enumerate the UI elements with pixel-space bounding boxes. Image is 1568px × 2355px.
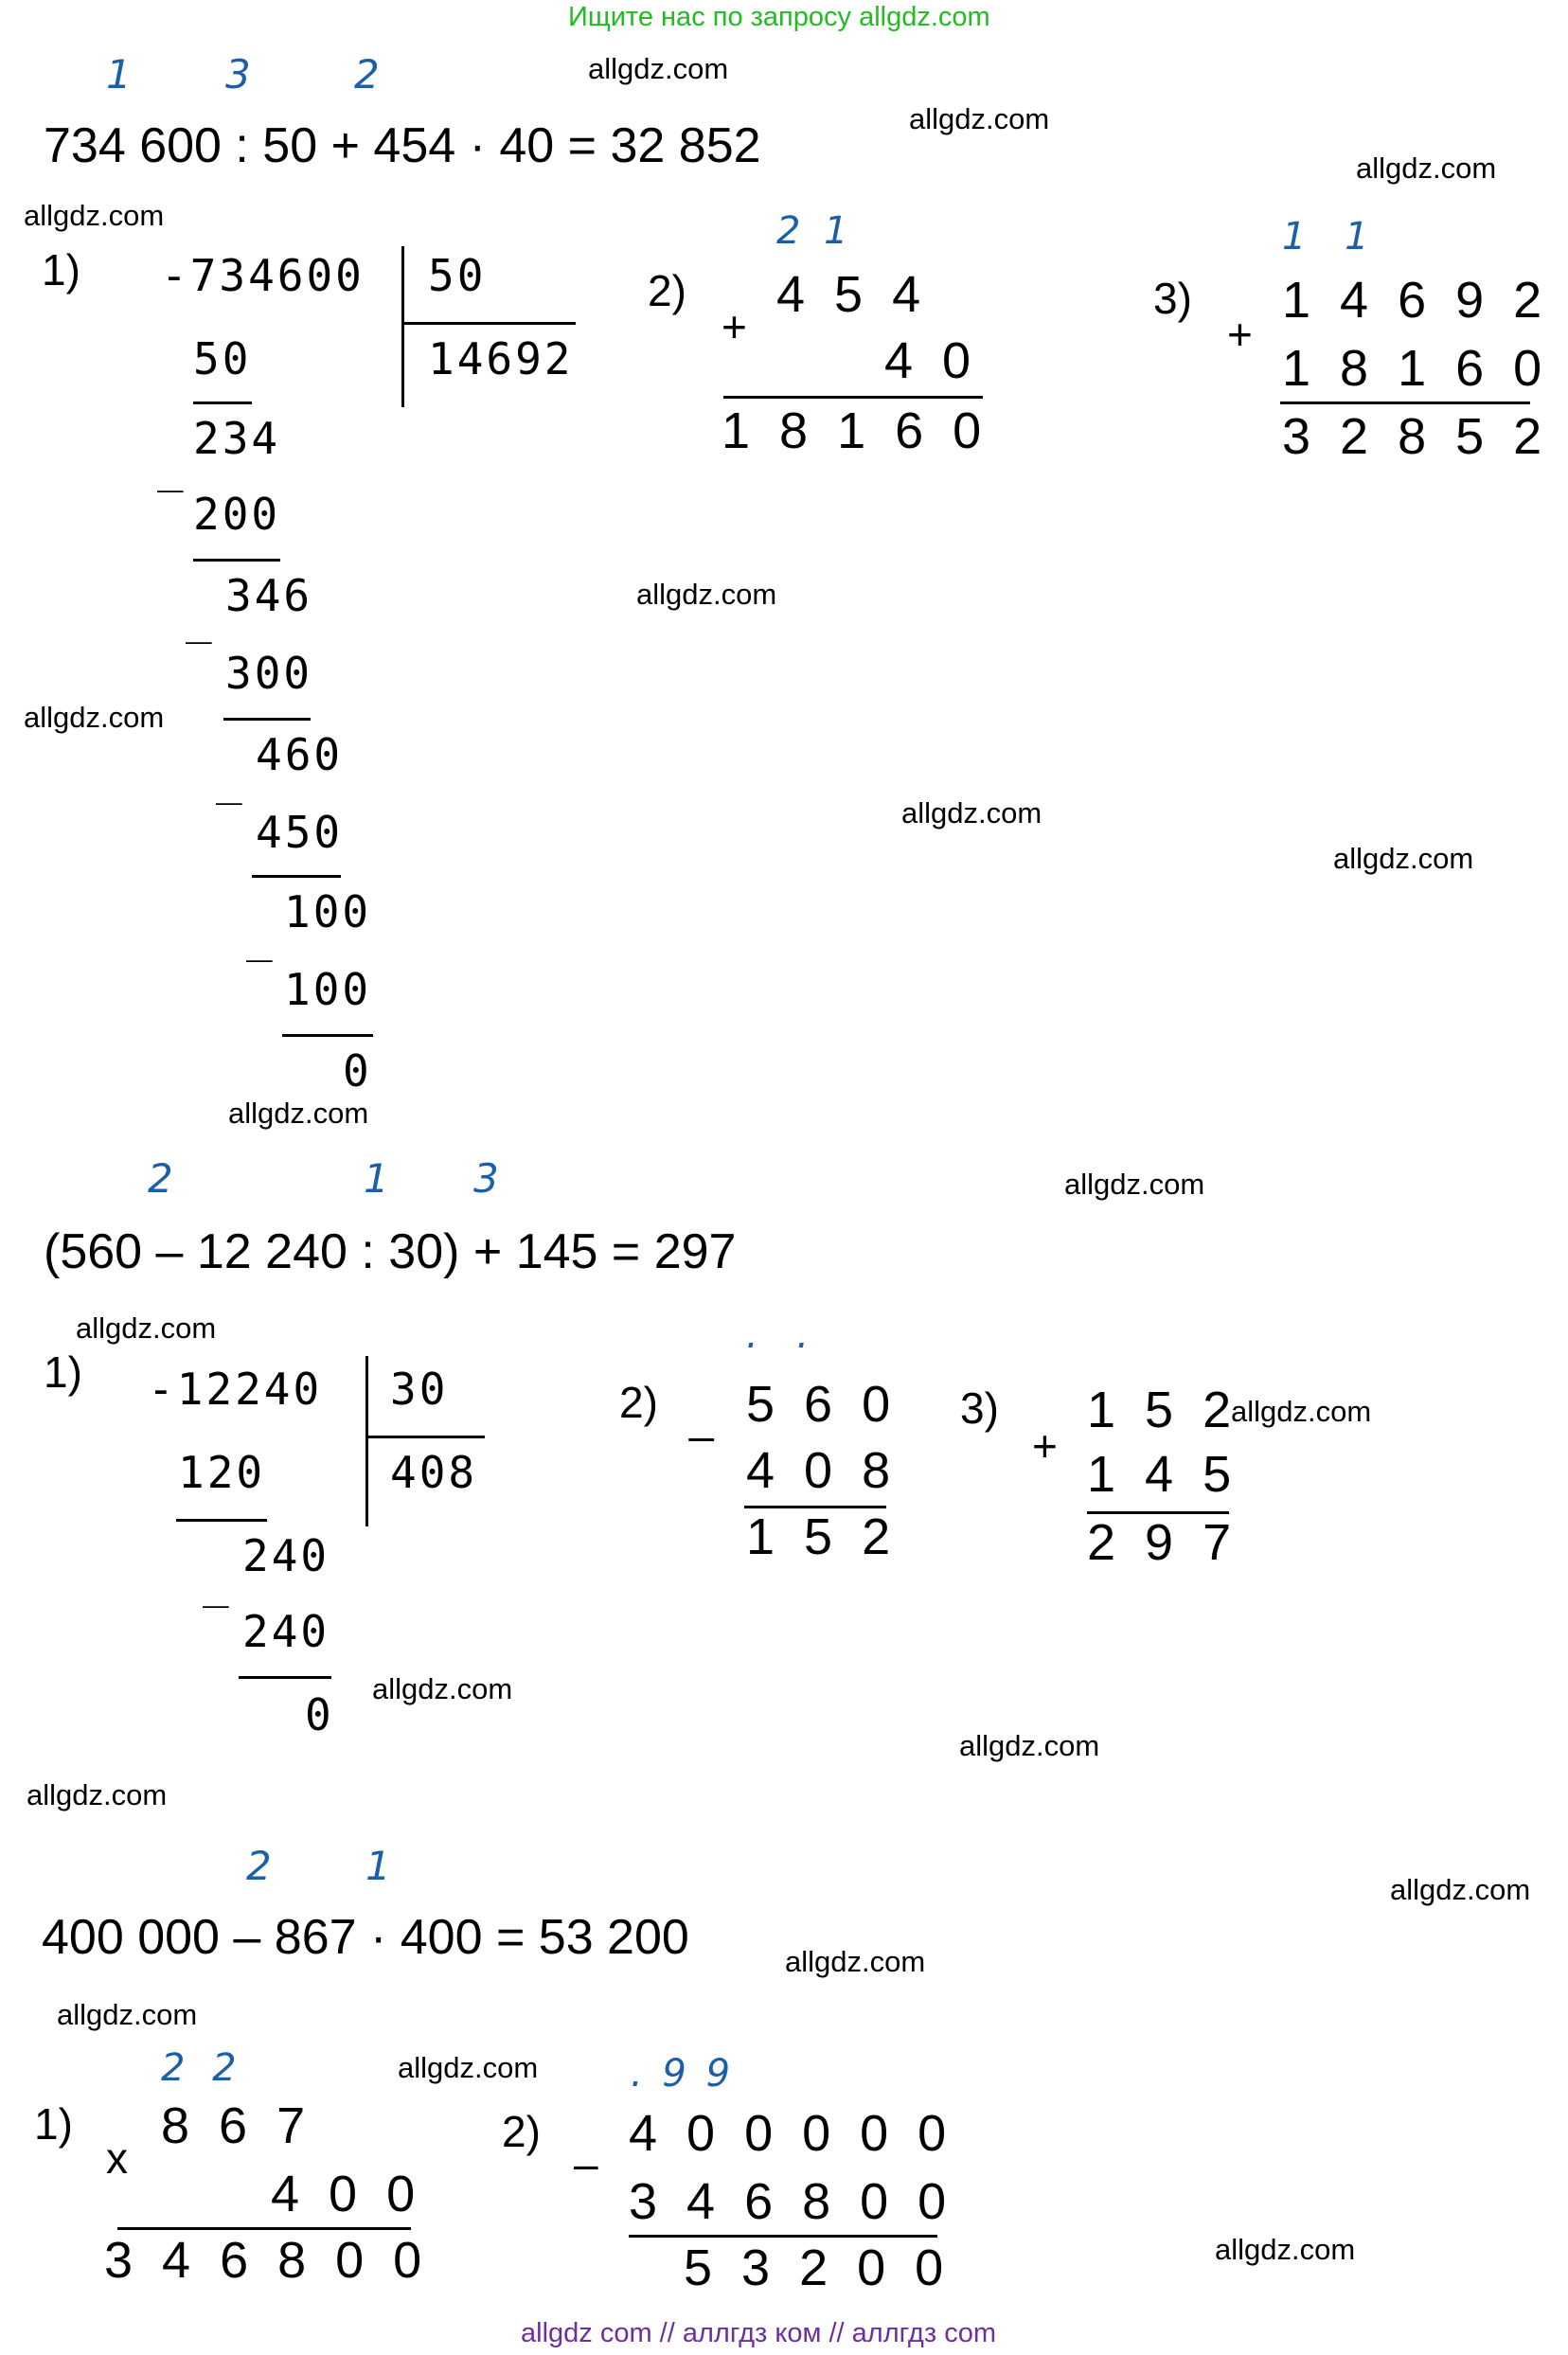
- factor-bottom: 4 0 0: [271, 2166, 423, 2222]
- expression: (560 – 12 240 : 30) + 145 = 297: [44, 1224, 737, 1279]
- sum-result: 2 9 7: [1087, 1514, 1239, 1571]
- watermark: allgdz.com: [785, 1945, 926, 1978]
- underline: [176, 1519, 267, 1522]
- step-label: 2): [619, 1378, 658, 1427]
- borrow-dots: . .: [746, 1313, 823, 1357]
- divisor: 50: [428, 250, 487, 301]
- watermark: allgdz.com: [959, 1729, 1100, 1762]
- sum-result: 3 2 8 5 2: [1282, 408, 1550, 465]
- partial-row: 234: [193, 413, 281, 464]
- minus-sign: _: [689, 1393, 714, 1442]
- watermark: allgdz.com: [372, 1672, 513, 1705]
- watermark: allgdz.com: [27, 1778, 168, 1811]
- partial-row: 346: [225, 570, 313, 621]
- underline: [239, 1676, 331, 1679]
- order-number: 1: [364, 1155, 389, 1202]
- partial-row: 100: [284, 964, 372, 1015]
- sum-line: [723, 396, 983, 399]
- dividend: -734600: [161, 250, 365, 301]
- minus-sign: _: [246, 911, 276, 962]
- partial-row: 0: [305, 1689, 334, 1740]
- difference-result: 1 5 2: [746, 1508, 899, 1565]
- order-number: 2: [246, 1843, 272, 1889]
- watermark: allgdz.com: [76, 1311, 217, 1345]
- partial-row: 300: [225, 648, 313, 699]
- minuend: 5 6 0: [746, 1376, 899, 1433]
- product-line: [117, 2227, 411, 2230]
- division-bar: [401, 246, 404, 407]
- step-label: 3): [1153, 274, 1192, 323]
- quotient: 14692: [428, 333, 574, 384]
- watermark: allgdz.com: [24, 701, 165, 734]
- watermark: allgdz.com: [1215, 2233, 1356, 2266]
- watermark: allgdz.com: [228, 1097, 369, 1130]
- watermark: allgdz.com: [1231, 1395, 1372, 1428]
- footer-banner[interactable]: allgdz com // аллгдз ком // аллгдз com: [521, 2318, 996, 2348]
- addend-bottom: 1 8 1 6 0: [1282, 340, 1550, 397]
- watermark: allgdz.com: [57, 1998, 198, 2031]
- factor-top: 8 6 7: [161, 2097, 313, 2154]
- quotient: 408: [390, 1447, 478, 1498]
- watermark: allgdz.com: [1356, 152, 1497, 185]
- watermark: allgdz.com: [1064, 1168, 1205, 1201]
- sum-line: [1280, 401, 1530, 404]
- underline: [193, 401, 252, 404]
- partial-row: 240: [242, 1530, 330, 1581]
- addend-bottom: 1 4 5: [1087, 1446, 1239, 1503]
- multiply-sign: x: [106, 2133, 128, 2183]
- order-number: 2: [354, 51, 380, 98]
- carry-digits: 1 1: [1282, 215, 1382, 259]
- partial-row: 0: [343, 1045, 372, 1097]
- difference-line: [629, 2235, 937, 2238]
- addend-top: 4 5 4: [776, 266, 929, 323]
- watermark: allgdz.com: [398, 2051, 539, 2084]
- dividend: -12240: [148, 1364, 323, 1415]
- order-number: 1: [365, 1843, 391, 1889]
- watermark: allgdz.com: [588, 52, 729, 85]
- product-result: 3 4 6 8 0 0: [104, 2232, 430, 2289]
- watermark: allgdz.com: [1390, 1873, 1531, 1906]
- plus-sign: +: [1032, 1421, 1058, 1471]
- addend-top: 1 5 2: [1087, 1382, 1239, 1438]
- step-label: 1): [42, 245, 80, 294]
- expression: 400 000 – 867 · 400 = 53 200: [42, 1910, 689, 1965]
- minuend: 4 0 0 0 0 0: [629, 2105, 954, 2162]
- partial-row: 200: [193, 489, 281, 540]
- plus-sign: +: [1227, 310, 1253, 359]
- partial-row: 450: [256, 807, 344, 858]
- partial-row: 240: [242, 1606, 330, 1657]
- partial-row: 50: [193, 333, 252, 384]
- divider-line: [403, 322, 576, 325]
- minus-sign: _: [186, 593, 215, 644]
- step-label: 1): [34, 2099, 73, 2149]
- order-number: 2: [148, 1155, 173, 1202]
- watermark: allgdz.com: [636, 578, 777, 611]
- partial-row: 460: [256, 729, 344, 780]
- watermark: allgdz.com: [901, 796, 1042, 830]
- underline: [282, 1034, 373, 1037]
- minus-sign: _: [203, 1557, 232, 1608]
- addend-bottom: 4 0: [884, 332, 979, 389]
- order-number: 3: [473, 1155, 499, 1202]
- difference-result: 5 3 2 0 0: [684, 2239, 952, 2296]
- divisor: 30: [390, 1364, 449, 1415]
- step-label: 2): [502, 2107, 541, 2156]
- minus-sign: _: [216, 754, 245, 805]
- borrow-digits: . 9 9: [631, 2052, 735, 2096]
- addend-top: 1 4 6 9 2: [1282, 272, 1550, 329]
- underline: [193, 559, 280, 562]
- step-label: 3): [960, 1383, 999, 1433]
- subtrahend: 3 4 6 8 0 0: [629, 2173, 954, 2230]
- division-bar: [365, 1356, 368, 1526]
- carry-digits: 2 2: [161, 2046, 244, 2090]
- watermark: allgdz.com: [909, 102, 1050, 135]
- minus-sign: _: [157, 441, 187, 492]
- divider-line: [367, 1436, 485, 1438]
- watermark: allgdz.com: [24, 199, 165, 232]
- subtrahend: 4 0 8: [746, 1442, 899, 1499]
- minus-sign: –: [574, 2139, 598, 2188]
- step-label: 1): [44, 1347, 82, 1397]
- watermark: allgdz.com: [1333, 842, 1474, 875]
- step-label: 2): [648, 266, 686, 315]
- order-number: 1: [106, 51, 132, 98]
- carry-digits: 2 1: [776, 209, 854, 253]
- underline: [223, 718, 311, 721]
- underline: [252, 875, 341, 878]
- header-banner[interactable]: Ищите нас по запросу allgdz.com: [568, 2, 990, 32]
- partial-row: 100: [284, 886, 372, 937]
- order-number: 3: [225, 51, 251, 98]
- sum-result: 1 8 1 6 0: [722, 402, 989, 459]
- expression: 734 600 : 50 + 454 · 40 = 32 852: [44, 118, 761, 173]
- partial-row: 120: [178, 1447, 266, 1498]
- plus-sign: +: [722, 302, 747, 351]
